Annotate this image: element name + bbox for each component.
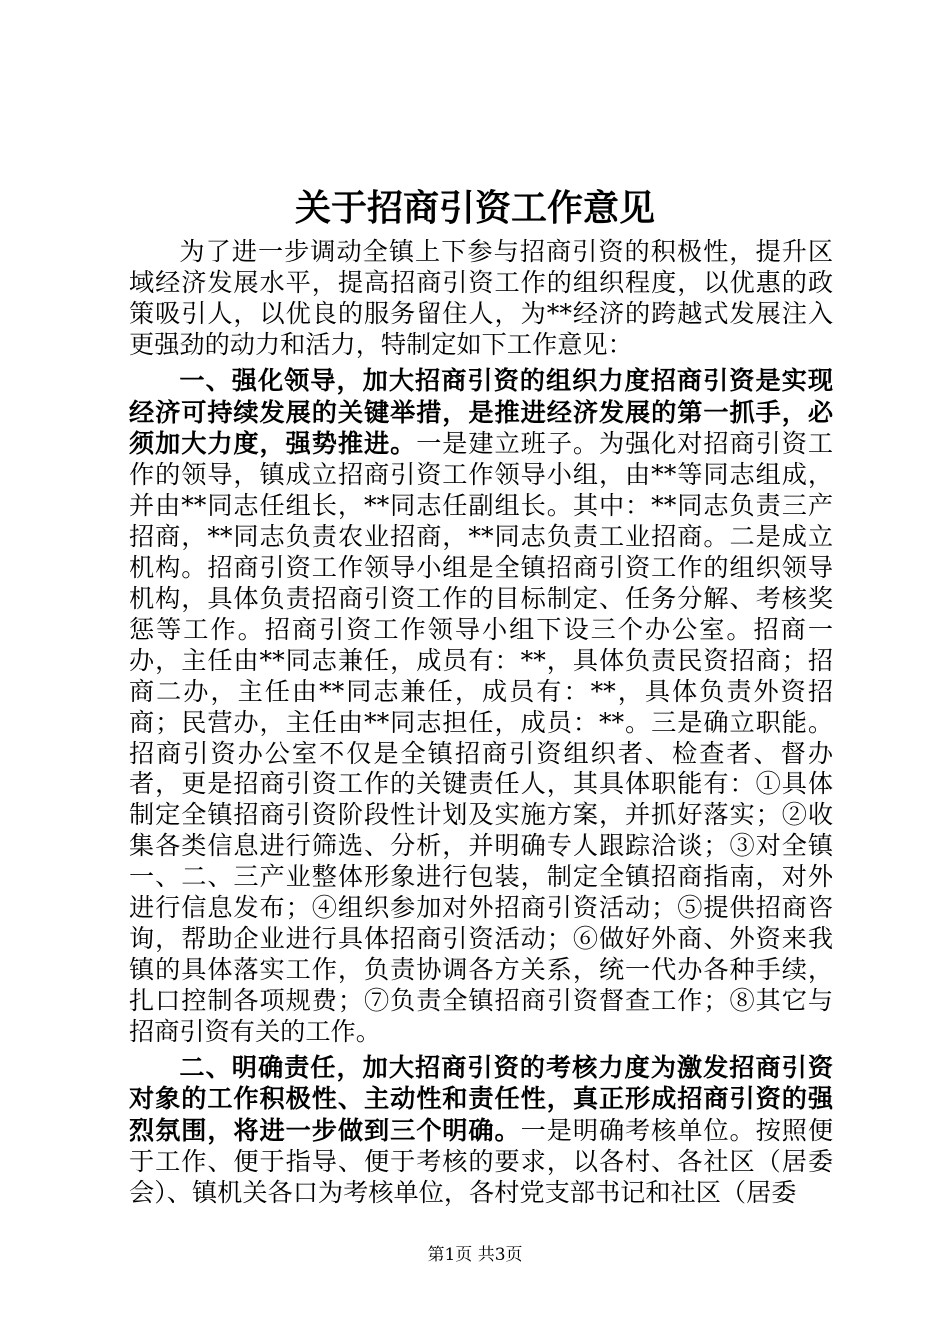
paragraph-text: 为了进一步调动全镇上下参与招商引资的积极性，提升区域经济发展水平，提高招商引资工作的组织程度，以优惠的政策吸引人，以优良的服务留住人，为**经济的跨越式发展注入更强劲的动力和活力，特制定如下工作意见： bbox=[129, 237, 833, 359]
section-two-heading: 二、明确责任，加大招商引资的考核力度为激发招商引资对象的工作积极性、主动性和责任性，真正形成招商引资的强烈氛围，将进一步做到三个明确。 bbox=[129, 1051, 833, 1146]
page-title: 关于招商引资工作意见 bbox=[294, 187, 655, 229]
intro-paragraph bbox=[129, 236, 833, 361]
section-one-text: 一是建立班子。为强化对招商引资工作的领导，镇成立招商引资工作领导小组，由**等同志组成，并由**同志任组长，**同志任副组长。其中：**同志负责三产招商，**同志负责农业招商，**同志负责工业招商。二是成立机构。招商引资工作领导小组是全镇招商引资工作的组织领导机构，具体负责招商引资工作的目标制定、任务分解、考核奖惩等工作。招商引资工作领导小组下设三个办公室。招商一办，主任由**同志兼任，成员有：**，具体负责民资招商；招商二办，主任由**同志兼任，成员有：**，具体负责外资招商；民营办，主任由**同志担任，成员：**。三是确立职能。招商引资办公室不仅是全镇招商引资组织者、检查者、督办者，更是招商引资工作的关键责任人，其具体职能有：①具体制定全镇招商引资阶段性计划及实施方案，并抓好落实；②收集各类信息进行筛选、分析，并明确专人跟踪洽谈；③对全镇一、二、三产业整体形象进行包装，制定全镇招商指南，对外进行信息发布；④组织参加对外招商引资活动；⑤提供招商咨询，帮助企业进行具体招商引资活动；⑥做好外商、外资来我镇的具体落实工作，负责协调各方关系，统一代办各种手续，扎口控制各项规费；⑦负责全镇招商引资督查工作；⑧其它与招商引资有关的工作。 bbox=[129, 429, 834, 1046]
document-body bbox=[129, 236, 833, 1209]
page-number-footer: 第1页 共3页 bbox=[427, 1245, 523, 1265]
section-two-text: 一是明确考核单位。按照便于工作、便于指导、便于考核的要求，以各村、各社区（居委会）、镇机关各口为考核单位，各村党支部书记和社区（居委 bbox=[129, 1116, 834, 1208]
section-one-heading: 一、强化领导，加大招商引资的组织力度招商引资是实现经济可持续发展的关键举措，是推进经济发展的第一抓手，必须加大力度，强势推进。 bbox=[129, 364, 833, 459]
section-one-paragraph bbox=[129, 365, 833, 1048]
section-two-paragraph bbox=[129, 1052, 833, 1210]
